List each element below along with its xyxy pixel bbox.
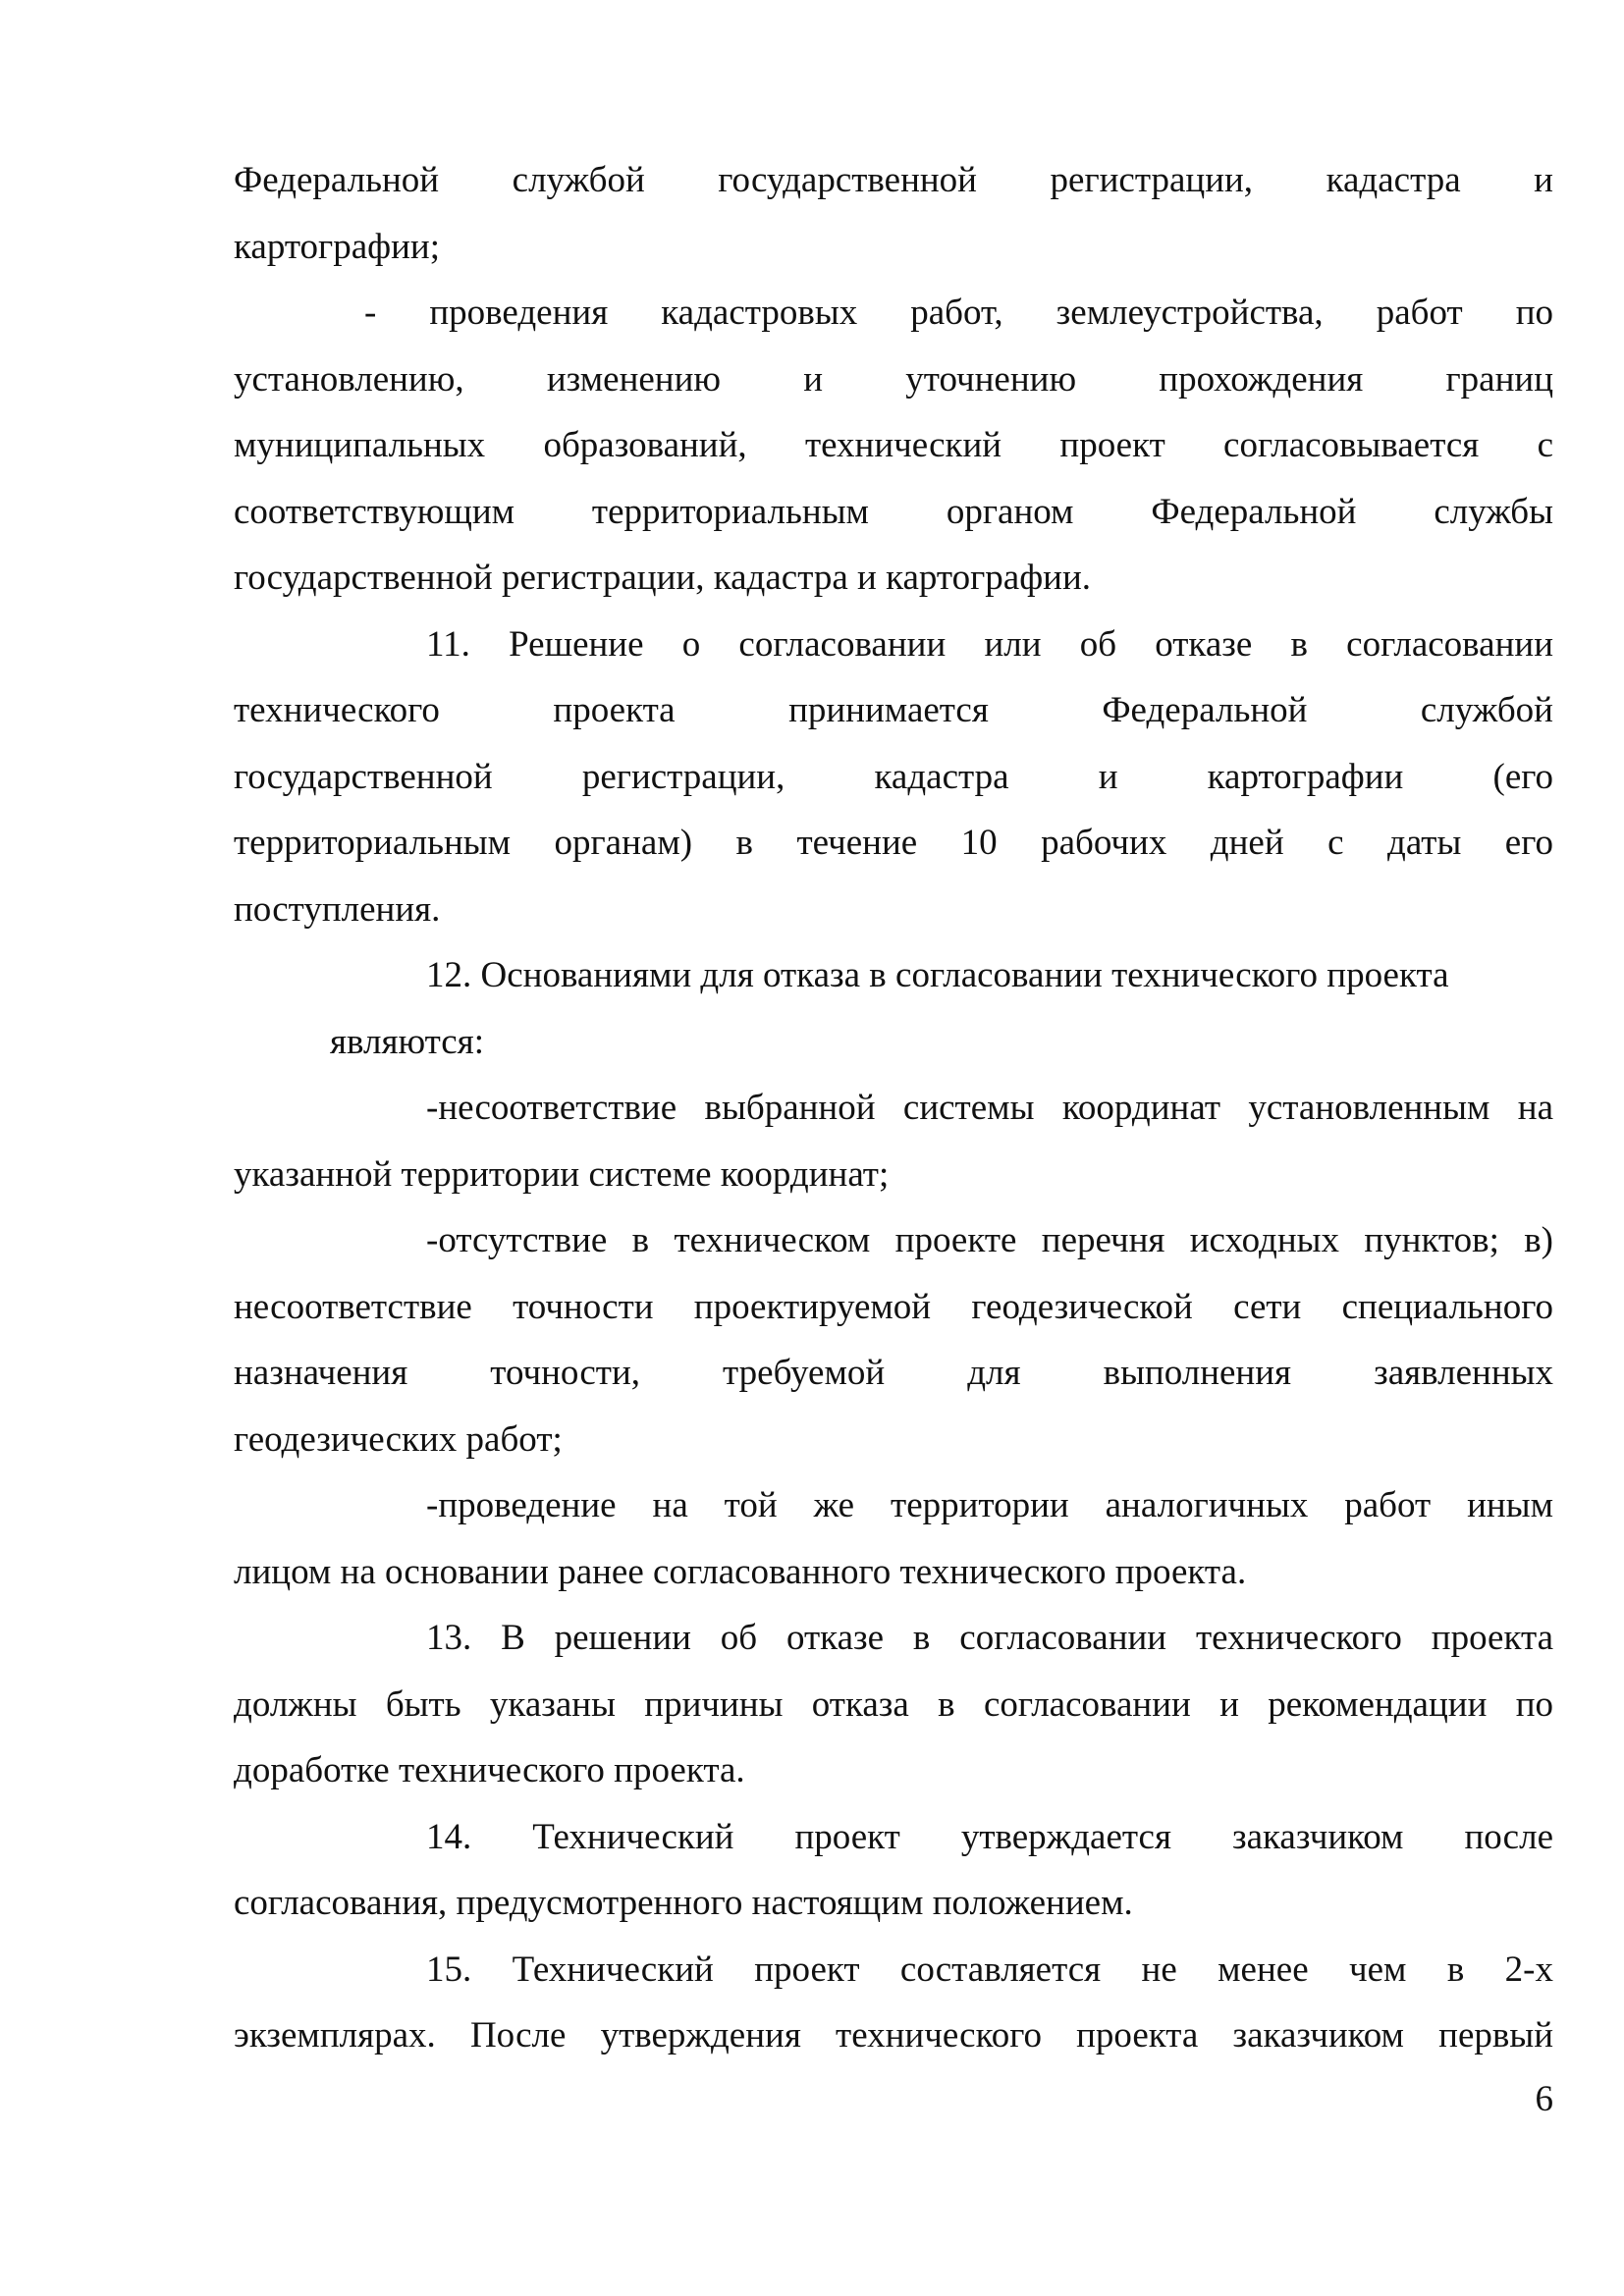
text-line: -несоответствие выбранной системы координат установленным на [426, 1088, 1553, 1128]
text-line: государственной регистрации, кадастра и картографии. [234, 558, 1092, 598]
document-body [234, 147, 1553, 2069]
text-line: технического проекта принимается Федеральной службой [234, 690, 1553, 730]
text-line: лицом на основании ранее согласованного технического проекта. [234, 1551, 1247, 1592]
text-line: 11. Решение о согласовании или об отказе в согласовании [426, 623, 1553, 665]
page-number: 6 [1535, 2079, 1553, 2119]
text-line: указанной территории системе координат; [234, 1153, 890, 1195]
text-line: государственной регистрации, кадастра и картографии (его [234, 756, 1553, 797]
text-line: геодезических работ; [234, 1418, 563, 1460]
text-line: муниципальных образований, технический проект согласовывается с [234, 425, 1553, 465]
text-line: 13. В решении об отказе в согласовании технического проекта [426, 1618, 1553, 1658]
text-line: назначения точности, требуемой для выполнения заявленных [234, 1353, 1553, 1393]
text-line: экземплярах. После утверждения технического проекта заказчиком первый [234, 2015, 1553, 2056]
text-line: согласования, предусмотренного настоящим положением. [234, 1883, 1133, 1923]
text-line: являются: [330, 1021, 484, 1062]
text-line: территориальным органам) в течение 10 рабочих дней с даты его [234, 823, 1553, 863]
text-line: поступления. [234, 888, 441, 930]
text-line: 12. Основаниями для отказа в согласовании технического проекта [426, 955, 1449, 995]
text-line: -отсутствие в техническом проекте перечня исходных пунктов; в) [426, 1220, 1553, 1260]
text-line: Федеральной службой государственной регистрации, кадастра и [234, 160, 1553, 200]
text-line: картографии; [234, 226, 440, 267]
text-line: соответствующим территориальным органом Федеральной службы [234, 491, 1553, 532]
text-line: установлению, изменению и уточнению прохождения границ [234, 358, 1553, 400]
text-line: 15. Технический проект составляется не менее чем в 2-х [426, 1949, 1553, 1990]
text-line: 14. Технический проект утверждается заказчиком после [426, 1816, 1553, 1857]
text-line: - проведения кадастровых работ, землеустройства, работ по [364, 293, 1553, 333]
text-line: должны быть указаны причины отказа в согласовании и рекомендации по [234, 1683, 1553, 1725]
text-line: доработке технического проекта. [234, 1750, 745, 1790]
text-line: несоответствие точности проектируемой геодезической сети специального [234, 1286, 1553, 1327]
text-line: -проведение на той же территории аналогичных работ иным [426, 1485, 1553, 1525]
